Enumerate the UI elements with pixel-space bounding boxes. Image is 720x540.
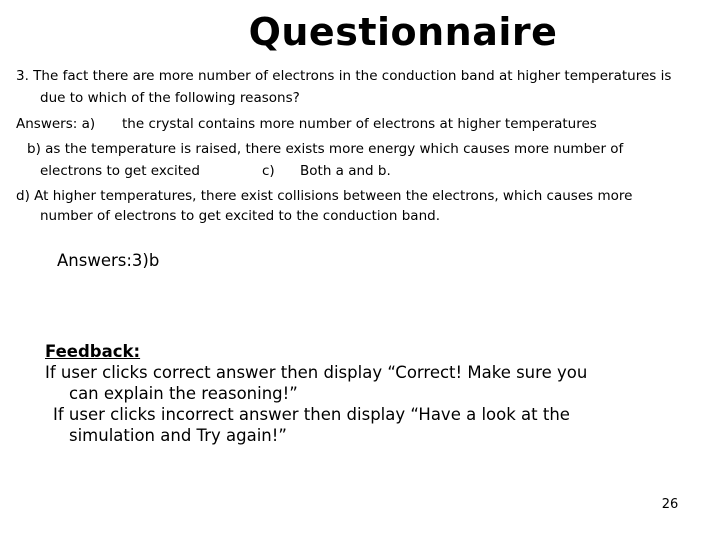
option-c-label: c) [262,163,275,179]
option-d-line-1: d) At higher temperatures, there exist collisions between the electrons, which causes more [16,188,633,204]
question-stem-line-2: due to which of the following reasons? [40,90,300,106]
option-b-line-1: b) as the temperature is raised, there exists more energy which causes more number of [27,141,624,157]
option-d-line-2: number of electrons to get excited to the conduction band. [40,208,440,224]
feedback-heading: Feedback: [45,342,141,361]
feedback-incorrect-line-2: simulation and Try again!” [69,426,287,445]
option-a: the crystal contains more number of electrons at higher temperatures [122,116,597,132]
answer-key: Answers:3)b [57,251,160,270]
slide-title: Questionnaire [248,10,558,54]
answers-label: Answers: a) [16,116,96,132]
feedback-incorrect-line-1: If user clicks incorrect answer then display “Have a look at the [53,405,570,424]
question-stem-line-1: 3. The fact there are more number of electrons in the conduction band at higher temperatures is [16,68,672,84]
feedback-correct-line-1: If user clicks correct answer then display “Correct! Make sure you [45,363,588,382]
option-b-line-2: electrons to get excited [40,163,200,179]
option-c: Both a and b. [300,163,391,179]
page-number: 26 [661,497,679,512]
feedback-correct-line-2: can explain the reasoning!” [69,384,298,403]
